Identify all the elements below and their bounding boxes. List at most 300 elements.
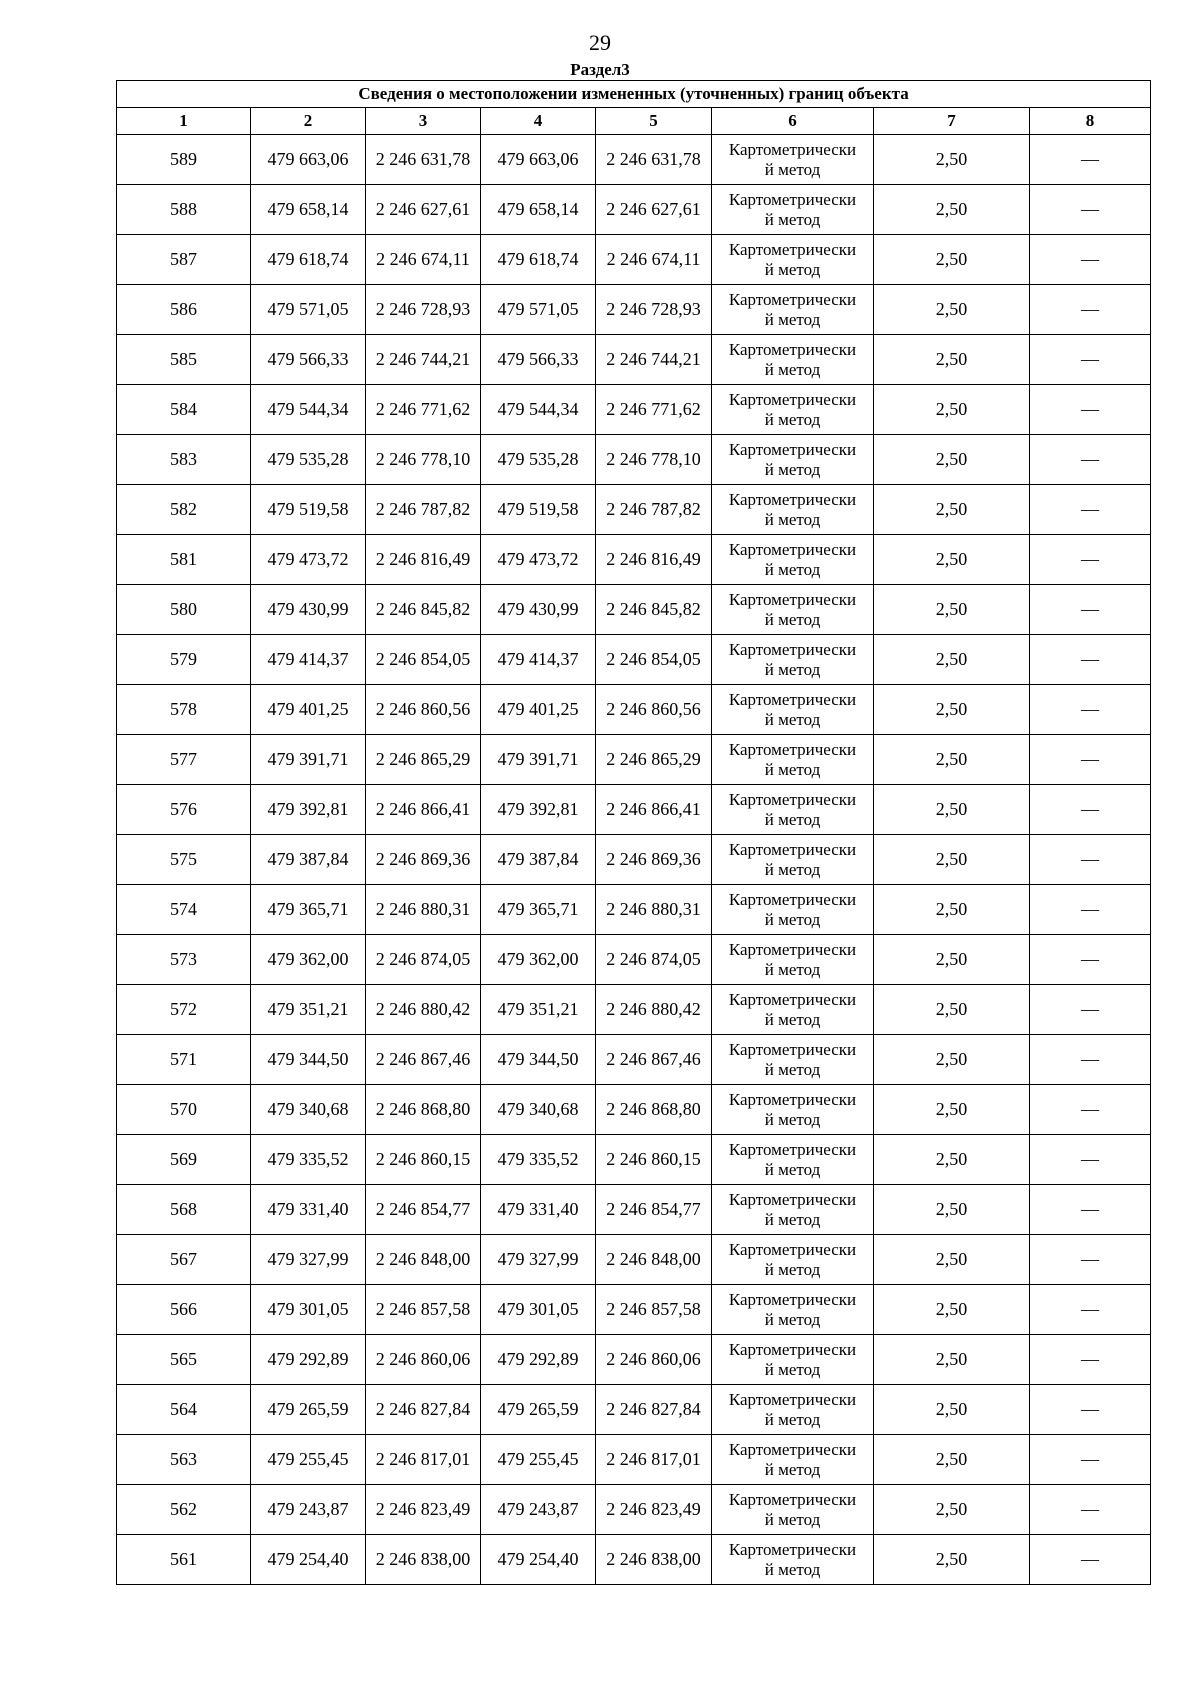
method-line-1: Картометрически xyxy=(728,1389,857,1409)
description-cell: — xyxy=(1030,635,1151,685)
accuracy-cell: 2,50 xyxy=(874,1185,1030,1235)
description-cell: — xyxy=(1030,335,1151,385)
method-line-2: й метод xyxy=(764,259,821,279)
coordinate-cell: 2 246 845,82 xyxy=(366,585,481,635)
coordinate-cell: 2 246 631,78 xyxy=(366,135,481,185)
table-row xyxy=(117,785,1151,835)
coordinate-cell: 479 331,40 xyxy=(481,1185,596,1235)
section-title: Раздел3 xyxy=(570,60,630,79)
method-cell xyxy=(712,235,874,285)
table-row xyxy=(117,1335,1151,1385)
column-number: 8 xyxy=(1030,108,1151,135)
method-cell xyxy=(712,1235,874,1285)
point-number-cell: 562 xyxy=(117,1485,251,1535)
column-number: 1 xyxy=(117,108,251,135)
method-line-1: Картометрически xyxy=(728,1489,857,1509)
table-row xyxy=(117,135,1151,185)
accuracy-cell: 2,50 xyxy=(874,535,1030,585)
table-row xyxy=(117,1535,1151,1585)
table-row xyxy=(117,1135,1151,1185)
description-cell: — xyxy=(1030,385,1151,435)
accuracy-cell: 2,50 xyxy=(874,635,1030,685)
method-line-2: й метод xyxy=(764,1259,821,1279)
coordinate-cell: 479 255,45 xyxy=(481,1435,596,1485)
coordinate-cell: 2 246 816,49 xyxy=(596,535,712,585)
accuracy-cell: 2,50 xyxy=(874,1035,1030,1085)
coordinate-cell: 2 246 869,36 xyxy=(596,835,712,885)
table-row xyxy=(117,485,1151,535)
method-line-2: й метод xyxy=(764,1059,821,1079)
description-cell: — xyxy=(1030,835,1151,885)
coordinate-cell: 479 351,21 xyxy=(251,985,366,1035)
coordinate-cell: 479 340,68 xyxy=(481,1085,596,1135)
accuracy-cell: 2,50 xyxy=(874,585,1030,635)
coordinate-cell: 479 391,71 xyxy=(251,735,366,785)
description-cell: — xyxy=(1030,285,1151,335)
method-cell xyxy=(712,385,874,435)
table-row xyxy=(117,935,1151,985)
method-cell xyxy=(712,885,874,935)
table-row xyxy=(117,1235,1151,1285)
coordinate-cell: 479 243,87 xyxy=(251,1485,366,1535)
method-line-1: Картометрически xyxy=(728,1089,857,1109)
coordinate-cell: 479 392,81 xyxy=(251,785,366,835)
coordinate-cell: 2 246 865,29 xyxy=(366,735,481,785)
coordinate-cell: 479 265,59 xyxy=(481,1385,596,1435)
table-row xyxy=(117,235,1151,285)
table-caption-row xyxy=(117,81,1151,108)
point-number-cell: 588 xyxy=(117,185,251,235)
coordinate-cell: 2 246 771,62 xyxy=(596,385,712,435)
method-line-2: й метод xyxy=(764,1359,821,1379)
table-row xyxy=(117,1185,1151,1235)
coordinate-cell: 479 414,37 xyxy=(481,635,596,685)
coordinate-cell: 2 246 868,80 xyxy=(596,1085,712,1135)
coordinate-cell: 479 254,40 xyxy=(251,1535,366,1585)
method-cell xyxy=(712,435,874,485)
coordinate-cell: 479 254,40 xyxy=(481,1535,596,1585)
coordinate-cell: 2 246 816,49 xyxy=(366,535,481,585)
accuracy-cell: 2,50 xyxy=(874,1335,1030,1385)
coordinate-cell: 479 566,33 xyxy=(251,335,366,385)
point-number-cell: 563 xyxy=(117,1435,251,1485)
column-number-row xyxy=(117,108,1151,135)
coordinate-cell: 479 663,06 xyxy=(251,135,366,185)
accuracy-cell: 2,50 xyxy=(874,835,1030,885)
method-cell xyxy=(712,1135,874,1185)
table-row xyxy=(117,635,1151,685)
method-line-1: Картометрически xyxy=(728,239,857,259)
column-number: 7 xyxy=(874,108,1030,135)
table-body xyxy=(117,135,1151,1585)
method-cell xyxy=(712,1485,874,1535)
method-cell xyxy=(712,685,874,735)
method-line-1: Картометрически xyxy=(728,1139,857,1159)
point-number-cell: 577 xyxy=(117,735,251,785)
column-number: 2 xyxy=(251,108,366,135)
method-line-1: Картометрически xyxy=(728,689,857,709)
coordinate-cell: 2 246 854,05 xyxy=(596,635,712,685)
coordinate-cell: 2 246 744,21 xyxy=(366,335,481,385)
coordinate-cell: 2 246 880,42 xyxy=(596,985,712,1035)
column-number: 5 xyxy=(596,108,712,135)
accuracy-cell: 2,50 xyxy=(874,785,1030,835)
coordinate-cell: 479 535,28 xyxy=(251,435,366,485)
method-line-2: й метод xyxy=(764,309,821,329)
coordinate-cell: 2 246 867,46 xyxy=(366,1035,481,1085)
accuracy-cell: 2,50 xyxy=(874,1285,1030,1335)
coordinate-cell: 2 246 627,61 xyxy=(366,185,481,235)
point-number-cell: 570 xyxy=(117,1085,251,1135)
accuracy-cell: 2,50 xyxy=(874,435,1030,485)
accuracy-cell: 2,50 xyxy=(874,235,1030,285)
description-cell: — xyxy=(1030,1385,1151,1435)
point-number-cell: 578 xyxy=(117,685,251,735)
point-number-cell: 568 xyxy=(117,1185,251,1235)
description-cell: — xyxy=(1030,1035,1151,1085)
coordinate-cell: 2 246 874,05 xyxy=(596,935,712,985)
coordinate-cell: 479 362,00 xyxy=(251,935,366,985)
method-line-1: Картометрически xyxy=(728,839,857,859)
coordinate-cell: 2 246 627,61 xyxy=(596,185,712,235)
method-line-1: Картометрически xyxy=(728,739,857,759)
point-number-cell: 581 xyxy=(117,535,251,585)
coordinate-cell: 479 401,25 xyxy=(251,685,366,735)
method-line-1: Картометрически xyxy=(728,189,857,209)
coordinate-cell: 2 246 728,93 xyxy=(596,285,712,335)
table-caption: Сведения о местоположении измененных (уточненных) границ объекта xyxy=(117,81,1151,108)
method-line-1: Картометрически xyxy=(728,489,857,509)
coordinate-cell: 479 344,50 xyxy=(251,1035,366,1085)
coordinate-cell: 479 571,05 xyxy=(251,285,366,335)
coordinate-cell: 479 344,50 xyxy=(481,1035,596,1085)
table-row xyxy=(117,285,1151,335)
accuracy-cell: 2,50 xyxy=(874,935,1030,985)
table-row xyxy=(117,435,1151,485)
table-row xyxy=(117,735,1151,785)
description-cell: — xyxy=(1030,1485,1151,1535)
coordinate-cell: 479 566,33 xyxy=(481,335,596,385)
coordinate-cell: 479 414,37 xyxy=(251,635,366,685)
point-number-cell: 571 xyxy=(117,1035,251,1085)
method-line-1: Картометрически xyxy=(728,789,857,809)
table-row xyxy=(117,535,1151,585)
method-line-2: й метод xyxy=(764,809,821,829)
coordinate-cell: 2 246 848,00 xyxy=(596,1235,712,1285)
method-line-2: й метод xyxy=(764,709,821,729)
coordinate-cell: 2 246 857,58 xyxy=(596,1285,712,1335)
coordinate-cell: 2 246 854,05 xyxy=(366,635,481,685)
table-row xyxy=(117,335,1151,385)
coordinate-cell: 2 246 838,00 xyxy=(366,1535,481,1585)
coordinate-cell: 2 246 866,41 xyxy=(596,785,712,835)
point-number-cell: 589 xyxy=(117,135,251,185)
coordinate-cell: 2 246 848,00 xyxy=(366,1235,481,1285)
accuracy-cell: 2,50 xyxy=(874,1135,1030,1185)
coordinate-cell: 2 246 880,42 xyxy=(366,985,481,1035)
point-number-cell: 565 xyxy=(117,1335,251,1385)
method-line-2: й метод xyxy=(764,1159,821,1179)
method-cell xyxy=(712,535,874,585)
table-row xyxy=(117,885,1151,935)
method-line-1: Картометрически xyxy=(728,889,857,909)
coordinate-cell: 479 365,71 xyxy=(481,885,596,935)
method-line-2: й метод xyxy=(764,1409,821,1429)
method-cell xyxy=(712,335,874,385)
column-number: 6 xyxy=(712,108,874,135)
method-cell xyxy=(712,785,874,835)
coordinate-cell: 479 292,89 xyxy=(251,1335,366,1385)
coordinate-cell: 2 246 674,11 xyxy=(366,235,481,285)
description-cell: — xyxy=(1030,935,1151,985)
method-line-1: Картометрически xyxy=(728,289,857,309)
point-number-cell: 572 xyxy=(117,985,251,1035)
method-line-2: й метод xyxy=(764,459,821,479)
method-line-2: й метод xyxy=(764,1009,821,1029)
coordinate-cell: 479 618,74 xyxy=(481,235,596,285)
table-row xyxy=(117,1035,1151,1085)
coordinate-cell: 479 387,84 xyxy=(251,835,366,885)
method-line-2: й метод xyxy=(764,659,821,679)
coordinate-cell: 479 535,28 xyxy=(481,435,596,485)
coordinate-cell: 2 246 823,49 xyxy=(366,1485,481,1535)
method-cell xyxy=(712,635,874,685)
description-cell: — xyxy=(1030,1285,1151,1335)
method-line-1: Картометрически xyxy=(728,1239,857,1259)
coordinate-cell: 2 246 778,10 xyxy=(596,435,712,485)
coordinate-cell: 2 246 778,10 xyxy=(366,435,481,485)
coordinate-cell: 2 246 880,31 xyxy=(366,885,481,935)
accuracy-cell: 2,50 xyxy=(874,1235,1030,1285)
coordinate-cell: 479 430,99 xyxy=(251,585,366,635)
accuracy-cell: 2,50 xyxy=(874,985,1030,1035)
method-line-1: Картометрически xyxy=(728,1439,857,1459)
coordinate-cell: 2 246 854,77 xyxy=(366,1185,481,1235)
description-cell: — xyxy=(1030,735,1151,785)
column-number: 3 xyxy=(366,108,481,135)
coordinate-cell: 479 658,14 xyxy=(481,185,596,235)
coordinate-cell: 479 519,58 xyxy=(481,485,596,535)
table-row xyxy=(117,185,1151,235)
method-line-1: Картометрически xyxy=(728,439,857,459)
coordinate-cell: 479 301,05 xyxy=(251,1285,366,1335)
coordinate-cell: 479 544,34 xyxy=(481,385,596,435)
coordinate-cell: 479 401,25 xyxy=(481,685,596,735)
table-row xyxy=(117,385,1151,435)
coordinate-cell: 479 473,72 xyxy=(481,535,596,585)
accuracy-cell: 2,50 xyxy=(874,885,1030,935)
coordinate-cell: 2 246 860,15 xyxy=(366,1135,481,1185)
method-cell xyxy=(712,935,874,985)
method-line-2: й метод xyxy=(764,909,821,929)
description-cell: — xyxy=(1030,235,1151,285)
accuracy-cell: 2,50 xyxy=(874,285,1030,335)
method-cell xyxy=(712,285,874,335)
method-line-2: й метод xyxy=(764,1459,821,1479)
method-cell xyxy=(712,1535,874,1585)
method-line-2: й метод xyxy=(764,959,821,979)
method-line-2: й метод xyxy=(764,1559,821,1579)
coordinate-cell: 479 340,68 xyxy=(251,1085,366,1135)
coordinate-cell: 2 246 744,21 xyxy=(596,335,712,385)
method-cell xyxy=(712,1385,874,1435)
method-cell xyxy=(712,485,874,535)
point-number-cell: 564 xyxy=(117,1385,251,1435)
coordinate-cell: 2 246 854,77 xyxy=(596,1185,712,1235)
coordinate-cell: 479 351,21 xyxy=(481,985,596,1035)
description-cell: — xyxy=(1030,1435,1151,1485)
table-row xyxy=(117,835,1151,885)
coordinate-cell: 2 246 868,80 xyxy=(366,1085,481,1135)
coordinate-cell: 479 387,84 xyxy=(481,835,596,885)
method-line-1: Картометрически xyxy=(728,139,857,159)
coordinate-cell: 479 335,52 xyxy=(251,1135,366,1185)
table-row xyxy=(117,1085,1151,1135)
accuracy-cell: 2,50 xyxy=(874,685,1030,735)
boundary-coordinates-table xyxy=(116,80,1151,1585)
coordinate-cell: 479 243,87 xyxy=(481,1485,596,1535)
coordinate-cell: 479 391,71 xyxy=(481,735,596,785)
description-cell: — xyxy=(1030,985,1151,1035)
method-line-1: Картометрически xyxy=(728,539,857,559)
method-cell xyxy=(712,1085,874,1135)
method-line-2: й метод xyxy=(764,509,821,529)
point-number-cell: 583 xyxy=(117,435,251,485)
coordinate-cell: 479 255,45 xyxy=(251,1435,366,1485)
point-number-cell: 566 xyxy=(117,1285,251,1335)
method-cell xyxy=(712,1185,874,1235)
coordinate-cell: 479 473,72 xyxy=(251,535,366,585)
coordinate-cell: 479 519,58 xyxy=(251,485,366,535)
accuracy-cell: 2,50 xyxy=(874,385,1030,435)
coordinate-cell: 2 246 869,36 xyxy=(366,835,481,885)
method-line-2: й метод xyxy=(764,759,821,779)
table-row xyxy=(117,1385,1151,1435)
method-line-2: й метод xyxy=(764,159,821,179)
method-line-1: Картометрически xyxy=(728,989,857,1009)
point-number-cell: 585 xyxy=(117,335,251,385)
point-number-cell: 561 xyxy=(117,1535,251,1585)
coordinate-cell: 2 246 857,58 xyxy=(366,1285,481,1335)
method-line-1: Картометрически xyxy=(728,339,857,359)
point-number-cell: 579 xyxy=(117,635,251,685)
description-cell: — xyxy=(1030,885,1151,935)
coordinate-cell: 2 246 817,01 xyxy=(596,1435,712,1485)
accuracy-cell: 2,50 xyxy=(874,1085,1030,1135)
coordinate-cell: 479 663,06 xyxy=(481,135,596,185)
coordinate-cell: 479 335,52 xyxy=(481,1135,596,1185)
table-row xyxy=(117,685,1151,735)
column-number: 4 xyxy=(481,108,596,135)
point-number-cell: 573 xyxy=(117,935,251,985)
table-row xyxy=(117,585,1151,635)
coordinate-cell: 2 246 838,00 xyxy=(596,1535,712,1585)
table-row xyxy=(117,1485,1151,1535)
coordinate-cell: 2 246 860,56 xyxy=(366,685,481,735)
coordinate-cell: 2 246 860,56 xyxy=(596,685,712,735)
accuracy-cell: 2,50 xyxy=(874,1485,1030,1535)
coordinate-cell: 2 246 827,84 xyxy=(366,1385,481,1435)
point-number-cell: 586 xyxy=(117,285,251,335)
accuracy-cell: 2,50 xyxy=(874,735,1030,785)
coordinate-cell: 2 246 865,29 xyxy=(596,735,712,785)
method-cell xyxy=(712,1285,874,1335)
method-line-1: Картометрически xyxy=(728,1539,857,1559)
coordinate-cell: 479 544,34 xyxy=(251,385,366,435)
accuracy-cell: 2,50 xyxy=(874,1385,1030,1435)
point-number-cell: 584 xyxy=(117,385,251,435)
method-line-1: Картометрически xyxy=(728,1039,857,1059)
coordinate-cell: 2 246 817,01 xyxy=(366,1435,481,1485)
page-number: 29 xyxy=(589,30,611,55)
coordinate-cell: 479 571,05 xyxy=(481,285,596,335)
method-line-2: й метод xyxy=(764,409,821,429)
method-line-2: й метод xyxy=(764,1309,821,1329)
accuracy-cell: 2,50 xyxy=(874,485,1030,535)
accuracy-cell: 2,50 xyxy=(874,335,1030,385)
accuracy-cell: 2,50 xyxy=(874,185,1030,235)
description-cell: — xyxy=(1030,1335,1151,1385)
coordinate-cell: 2 246 827,84 xyxy=(596,1385,712,1435)
method-line-2: й метод xyxy=(764,1209,821,1229)
accuracy-cell: 2,50 xyxy=(874,1435,1030,1485)
table-row xyxy=(117,985,1151,1035)
method-line-1: Картометрически xyxy=(728,639,857,659)
coordinate-cell: 479 362,00 xyxy=(481,935,596,985)
coordinate-cell: 2 246 728,93 xyxy=(366,285,481,335)
description-cell: — xyxy=(1030,785,1151,835)
coordinate-cell: 2 246 771,62 xyxy=(366,385,481,435)
point-number-cell: 582 xyxy=(117,485,251,535)
point-number-cell: 567 xyxy=(117,1235,251,1285)
method-cell xyxy=(712,1435,874,1485)
coordinate-cell: 2 246 845,82 xyxy=(596,585,712,635)
method-line-2: й метод xyxy=(764,1109,821,1129)
coordinate-cell: 479 392,81 xyxy=(481,785,596,835)
coordinate-cell: 2 246 860,06 xyxy=(366,1335,481,1385)
coordinate-cell: 479 327,99 xyxy=(481,1235,596,1285)
coordinate-cell: 479 658,14 xyxy=(251,185,366,235)
method-line-1: Картометрически xyxy=(728,939,857,959)
method-line-2: й метод xyxy=(764,559,821,579)
method-cell xyxy=(712,735,874,785)
point-number-cell: 574 xyxy=(117,885,251,935)
coordinate-cell: 479 365,71 xyxy=(251,885,366,935)
description-cell: — xyxy=(1030,535,1151,585)
point-number-cell: 587 xyxy=(117,235,251,285)
method-line-2: й метод xyxy=(764,859,821,879)
coordinate-cell: 2 246 823,49 xyxy=(596,1485,712,1535)
coordinate-cell: 2 246 674,11 xyxy=(596,235,712,285)
coordinate-cell: 2 246 866,41 xyxy=(366,785,481,835)
coordinate-cell: 2 246 880,31 xyxy=(596,885,712,935)
description-cell: — xyxy=(1030,585,1151,635)
method-line-2: й метод xyxy=(764,609,821,629)
coordinate-cell: 479 265,59 xyxy=(251,1385,366,1435)
accuracy-cell: 2,50 xyxy=(874,135,1030,185)
description-cell: — xyxy=(1030,135,1151,185)
coordinate-cell: 2 246 860,15 xyxy=(596,1135,712,1185)
coordinate-cell: 2 246 787,82 xyxy=(596,485,712,535)
description-cell: — xyxy=(1030,685,1151,735)
coordinate-cell: 479 618,74 xyxy=(251,235,366,285)
coordinate-cell: 479 430,99 xyxy=(481,585,596,635)
method-cell xyxy=(712,985,874,1035)
coordinate-cell: 2 246 787,82 xyxy=(366,485,481,535)
coordinate-cell: 2 246 860,06 xyxy=(596,1335,712,1385)
method-line-2: й метод xyxy=(764,359,821,379)
description-cell: — xyxy=(1030,185,1151,235)
